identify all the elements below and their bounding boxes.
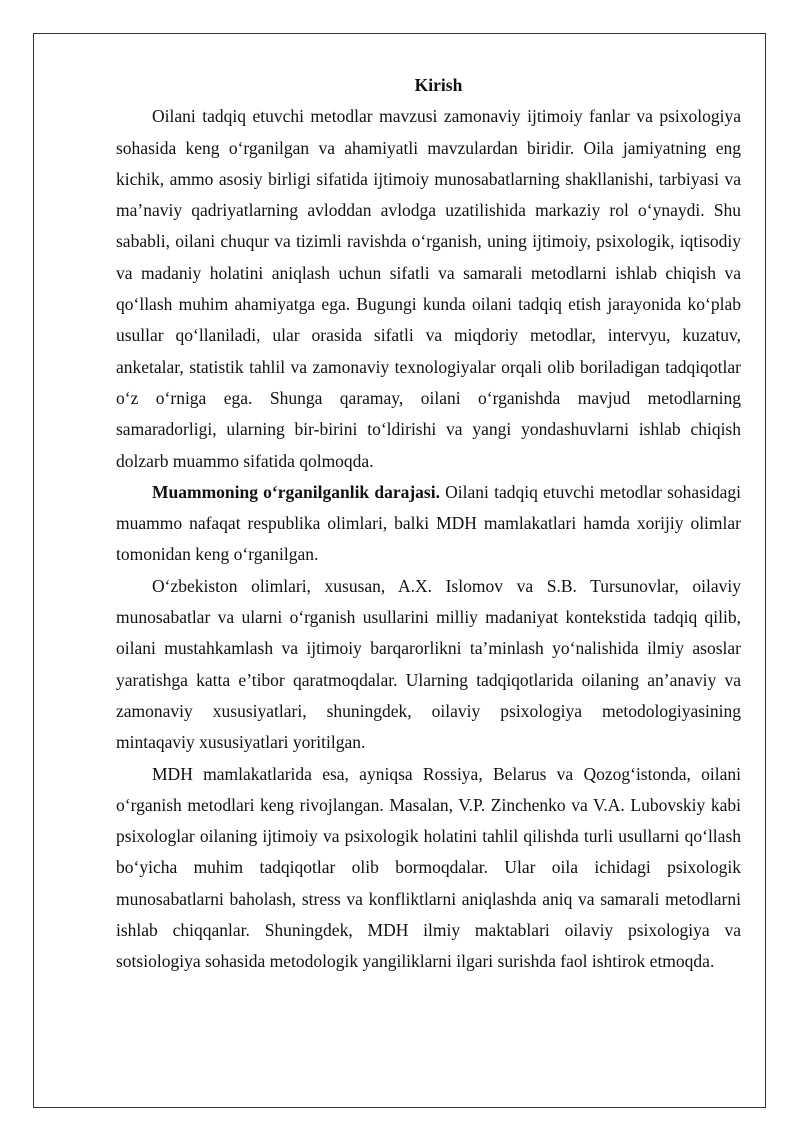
document-title: Kirish: [414, 75, 463, 95]
paragraph-text: Oilani tadqiq etuvchi metodlar mavzusi zamonaviy ijtimoiy fanlar va psixologiya sohasida keng o‘rganilgan va ahamiyatli mavzulardan biridir. Oila jamiyatning eng kichik, ammo asosiy birligi sifatida ijtimoiy munosabatlarning shakllanishi, tarbiyasi va ma’naviy qadriyatlarning avloddan avlodga uzatilishida markaziy rol o‘ynaydi. Shu sababli, oilani chuqur va tizimli ravishda o‘rganish, uning ijtimoiy, psixologik, iqtisodiy va madaniy holatini aniqlash uchun sifatli va samarali metodlarni ishlab chiqish va qo‘llash muhim ahamiyatga ega. Bugungi kunda oilani tadqiq etish jarayonida ko‘plab usullar qo‘llaniladi, ular orasida sifatli va miqdoriy metodlar, intervyu, kuzatuv, anketalar, statistik tahlil va zamonaviy texnologiyalar orqali olib boriladigan tadqiqotlar o‘z o‘rniga ega. Shunga qaramay, oilani o‘rganishda mavjud metodlarning samaradorligi, ularning bir-birini to‘ldirishi va yangi yondashuvlarni ishlab chiqish dolzarb muammo sifatida qolmoqda.: [116, 106, 741, 471]
paragraph-text: Oilani tadqiq etuvchi metodlar sohasidagi muammo nafaqat respublika olimlari, balki MDH mamlakatlari hamda xorijiy olimlar tomonidan keng o‘rganilgan.: [116, 481, 741, 565]
paragraph-lead-heading: Muammoning o‘rganilganlik darajasi.: [152, 481, 440, 502]
paragraph-text: MDH mamlakatlarida esa, ayniqsa Rossiya, Belarus va Qozog‘istonda, oilani o‘rganish metodlari keng rivojlangan. Masalan, V.P. Zinchenko va V.A. Lubovskiy kabi psixologlar oilaning ijtimoiy va psixologik holatini tahlil qilishda turli usullarni qo‘llash bo‘yicha muhim tadqiqotlar olib bormoqdalar. Ular oila ichidagi psixologik munosabatlarni baholash, stress va konfliktlarni aniqlashda aniq va samarali metodlarni ishlab chiqqanlar. Shuningdek, MDH ilmiy maktablari oilaviy psixologiya va sotsiologiya sohasida metodologik yangiliklarni ilgari surishda faol ishtirok etmoqda.: [116, 763, 741, 972]
document-body: [116, 70, 741, 978]
paragraph-uzbek-scholars: [116, 571, 741, 759]
paragraph-introduction: [116, 101, 741, 477]
paragraph-text: O‘zbekiston olimlari, xususan, A.X. Islomov va S.B. Tursunovlar, oilaviy munosabatlar va ularni o‘rganish usullarini milliy madaniyat kontekstida tadqiq qilib, oilani mustahkamlash va ijtimoiy barqarorlikni ta’minlash yo‘nalishida ilmiy asoslar yaratishga katta e’tibor qaratmoqdalar. Ularning tadqiqotlarida oilaning an’anaviy va zamonaviy xususiyatlari, shuningdek, oilaviy psixologiya metodologiyasining mintaqaviy xususiyatlari yoritilgan.: [116, 575, 741, 753]
paragraph-research-level: [116, 477, 741, 571]
paragraph-cis-scholars: [116, 759, 741, 978]
